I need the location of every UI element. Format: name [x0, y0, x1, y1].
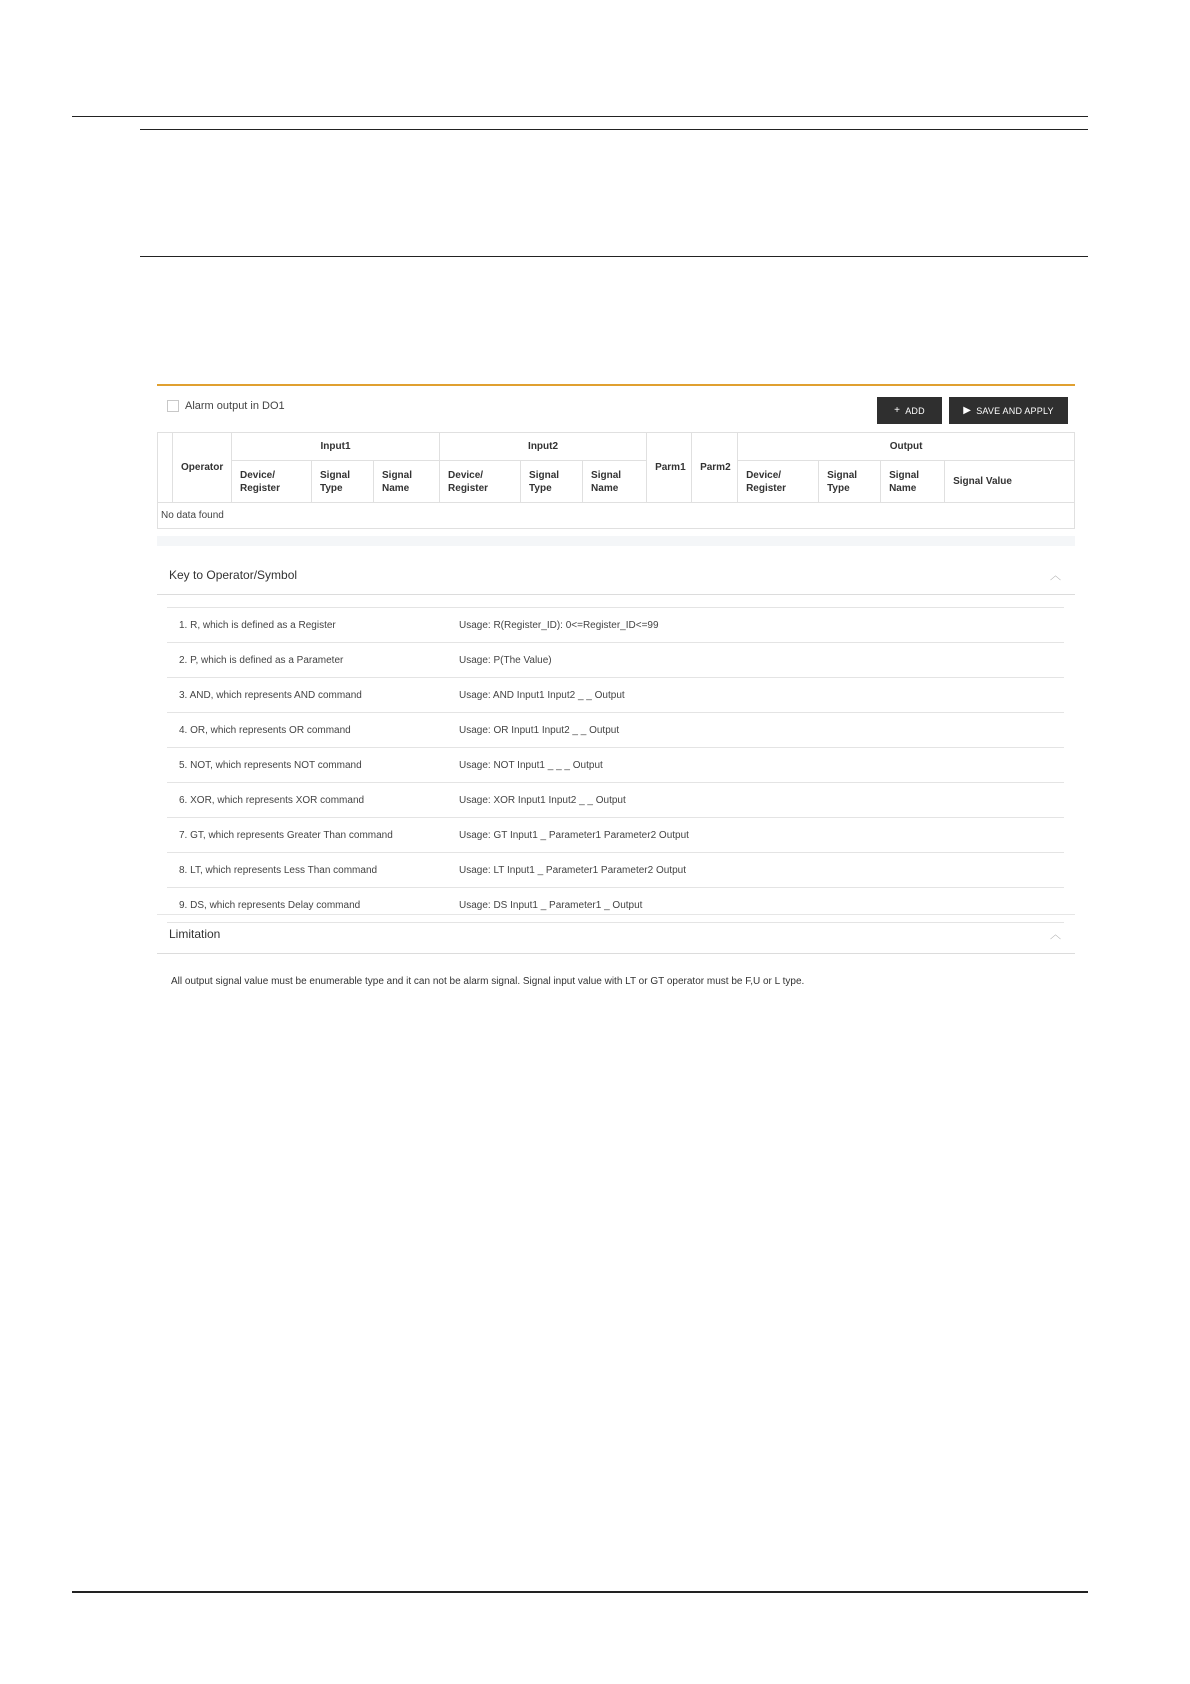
- save-and-apply-button[interactable]: [949, 397, 1068, 424]
- key-row: [167, 748, 1064, 783]
- output-signal-name-header: Signal Name: [881, 461, 945, 503]
- key-description: 4. OR, which represents OR command: [179, 724, 351, 736]
- key-description: 8. LT, which represents Less Than command: [179, 864, 378, 876]
- key-usage: Usage: GT Input1 _ Parameter1 Parameter2 Output: [459, 829, 689, 841]
- add-button[interactable]: [877, 397, 942, 424]
- input1-device-register-header: Device/ Register: [232, 461, 312, 503]
- key-row: [167, 783, 1064, 818]
- parm1-header: Parm1: [647, 433, 692, 503]
- alarm-output-row: [167, 400, 285, 412]
- alarm-output-label: Alarm output in DO1: [185, 400, 285, 412]
- key-row: [167, 853, 1064, 888]
- empty-table-message: No data found: [158, 503, 1075, 529]
- section-rule-bottom: [140, 256, 1088, 257]
- parm2-header: Parm2: [692, 433, 738, 503]
- key-description: 2. P, which is defined as a Parameter: [179, 654, 344, 666]
- key-usage: Usage: R(Register_ID): 0<=Register_ID<=99: [459, 619, 659, 631]
- limitation-text: All output signal value must be enumerable type and it can not be alarm signal. Signal input value with LT or GT operator must be F,U or L type.: [171, 976, 805, 987]
- add-button-label: ADD: [905, 405, 925, 416]
- key-description: 6. XOR, which represents XOR command: [179, 794, 365, 806]
- alarm-output-checkbox[interactable]: [167, 400, 179, 412]
- key-section-title: Key to Operator/Symbol: [169, 568, 298, 582]
- output-device-register-header: Device/ Register: [738, 461, 819, 503]
- key-row: [167, 608, 1064, 643]
- key-usage: Usage: DS Input1 _ Parameter1 _ Output: [459, 899, 643, 911]
- key-row: [167, 818, 1064, 853]
- key-usage: Usage: XOR Input1 Input2 _ _ Output: [459, 794, 626, 806]
- limitation-section-header[interactable]: [157, 914, 1075, 954]
- accent-bar: [157, 384, 1075, 386]
- key-list: [167, 607, 1064, 923]
- key-usage: Usage: AND Input1 Input2 _ _ Output: [459, 689, 625, 701]
- input1-signal-name-header: Signal Name: [374, 461, 440, 503]
- limitation-title: Limitation: [169, 927, 221, 941]
- input2-signal-type-header: Signal Type: [521, 461, 583, 503]
- data-assembly-panel: [157, 384, 1075, 1014]
- rules-table: [157, 432, 1075, 529]
- chevron-up-icon[interactable]: ︿: [1050, 929, 1061, 941]
- section-rule-top: [140, 129, 1088, 130]
- key-section-header[interactable]: [157, 556, 1075, 595]
- input2-device-register-header: Device/ Register: [440, 461, 521, 503]
- key-usage: Usage: P(The Value): [459, 654, 552, 666]
- output-signal-type-header: Signal Type: [819, 461, 881, 503]
- section-separator: [157, 536, 1075, 546]
- key-usage: Usage: NOT Input1 _ _ _ Output: [459, 759, 603, 771]
- key-usage: Usage: OR Input1 Input2 _ _ Output: [459, 724, 620, 736]
- play-icon: ▶: [963, 405, 972, 416]
- key-description: 9. DS, which represents Delay command: [179, 899, 361, 911]
- footer-rule: [72, 1591, 1088, 1593]
- key-row: [167, 678, 1064, 713]
- key-description: 1. R, which is defined as a Register: [179, 619, 336, 631]
- input1-signal-type-header: Signal Type: [312, 461, 374, 503]
- output-signal-value-header: Signal Value: [945, 461, 1075, 503]
- input2-signal-name-header: Signal Name: [583, 461, 647, 503]
- operator-header: Operator: [173, 433, 232, 503]
- key-description: 5. NOT, which represents NOT command: [179, 759, 362, 771]
- key-description: 7. GT, which represents Greater Than command: [179, 829, 393, 841]
- key-row: [167, 713, 1064, 748]
- input2-header: Input2: [440, 433, 647, 461]
- save-and-apply-label: SAVE AND APPLY: [976, 405, 1054, 416]
- chevron-up-icon[interactable]: ︿: [1050, 570, 1061, 582]
- key-description: 3. AND, which represents AND command: [179, 689, 362, 701]
- header-rule: [72, 116, 1088, 117]
- plus-icon: +: [894, 405, 901, 416]
- output-header: Output: [738, 433, 1075, 461]
- key-row: [167, 643, 1064, 678]
- input1-header: Input1: [232, 433, 440, 461]
- key-usage: Usage: LT Input1 _ Parameter1 Parameter2 Output: [459, 864, 686, 876]
- select-column-header: [158, 433, 173, 503]
